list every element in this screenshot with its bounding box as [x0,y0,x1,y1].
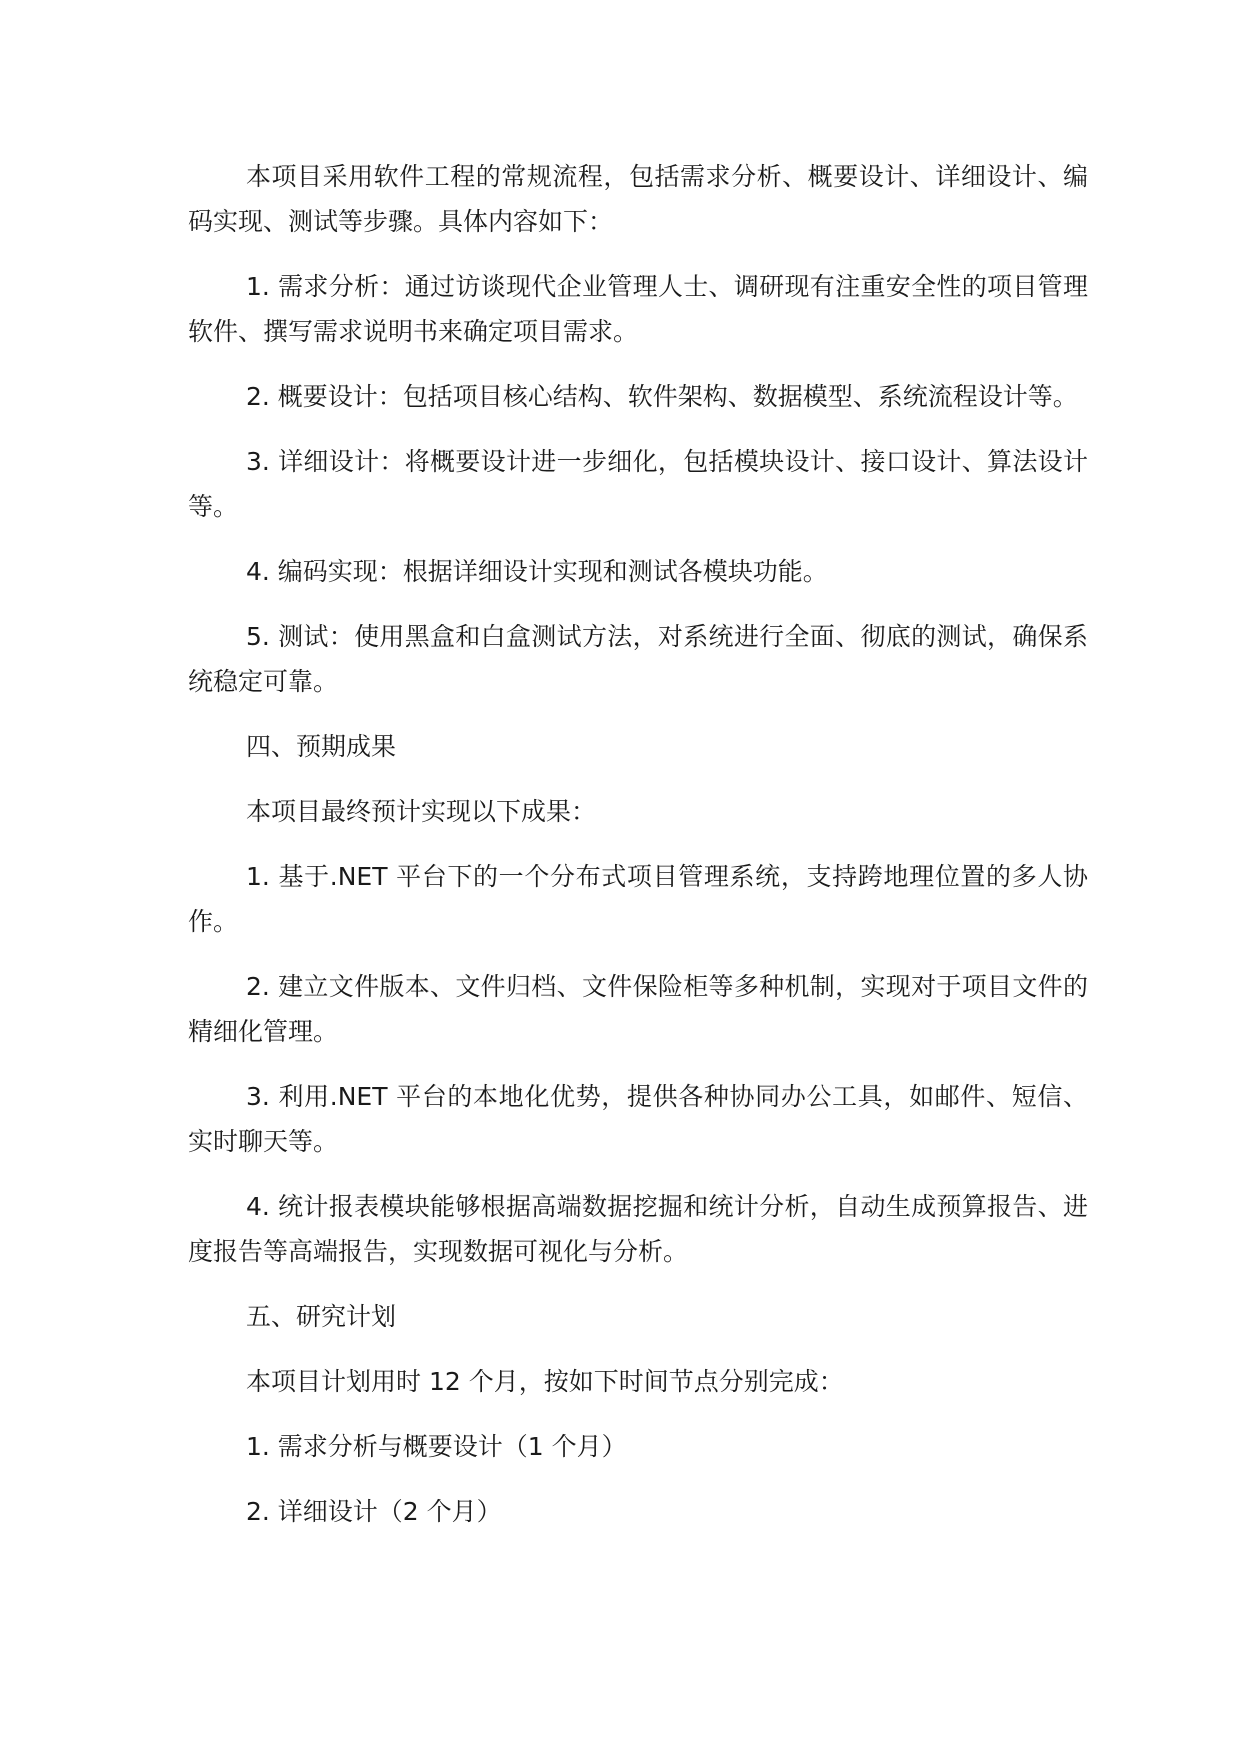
paragraph-process-intro: 本项目采用软件工程的常规流程，包括需求分析、概要设计、详细设计、编码实现、测试等步骤。具体内容如下： [188,162,1088,236]
section-heading-expected-results: 四、预期成果 [246,732,397,761]
paragraph-result-distributed-system: 1. 基于.NET 平台下的一个分布式项目管理系统，支持跨地理位置的多人协作。 [188,862,1088,936]
paragraph-result-file-management: 2. 建立文件版本、文件归档、文件保险柜等多种机制，实现对于项目文件的精细化管理。 [188,972,1088,1046]
paragraph-result-collaboration-tools: 3. 利用.NET 平台的本地化优势，提供各种协同办公工具，如邮件、短信、实时聊天等。 [188,1082,1088,1156]
paragraph-outline-design: 2. 概要设计：包括项目核心结构、软件架构、数据模型、系统流程设计等。 [246,382,1078,411]
paragraph-plan-step-2: 2. 详细设计（2 个月） [246,1497,502,1526]
paragraph-plan-intro: 本项目计划用时 12 个月，按如下时间节点分别完成： [246,1367,844,1396]
paragraph-result-reports: 4. 统计报表模块能够根据高端数据挖掘和统计分析，自动生成预算报告、进度报告等高端报告，实现数据可视化与分析。 [188,1192,1088,1266]
paragraph-results-intro: 本项目最终预计实现以下成果： [246,797,597,826]
paragraph-detailed-design: 3. 详细设计：将概要设计进一步细化，包括模块设计、接口设计、算法设计等。 [188,447,1088,521]
paragraph-testing: 5. 测试：使用黑盒和白盒测试方法，对系统进行全面、彻底的测试，确保系统稳定可靠。 [188,622,1088,696]
paragraph-requirements-analysis: 1. 需求分析：通过访谈现代企业管理人士、调研现有注重安全性的项目管理软件、撰写需求说明书来确定项目需求。 [188,272,1088,346]
section-heading-research-plan: 五、研究计划 [246,1302,397,1331]
document-body [188,154,1088,1554]
paragraph-coding: 4. 编码实现：根据详细设计实现和测试各模块功能。 [246,557,828,586]
paragraph-plan-step-1: 1. 需求分析与概要设计（1 个月） [246,1432,627,1461]
